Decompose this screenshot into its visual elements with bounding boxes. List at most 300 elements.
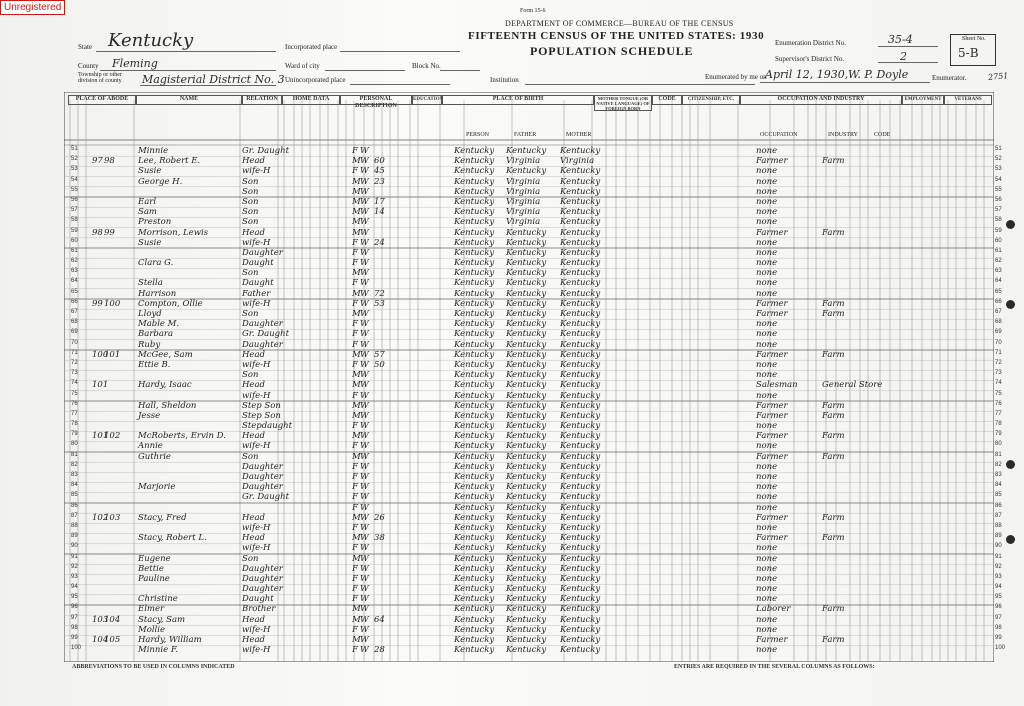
occupation: none: [756, 482, 778, 493]
industry: Farm: [822, 512, 845, 523]
birthplace-mother: Kentucky: [560, 482, 601, 493]
relationship: Step Son: [242, 410, 281, 421]
industry: Farm: [822, 451, 845, 462]
occupation: none: [756, 502, 778, 513]
table-row: [92, 238, 992, 248]
industry: Farm: [822, 227, 845, 238]
row-number: 96: [995, 604, 1002, 611]
birthplace-mother: Kentucky: [560, 461, 601, 472]
birthplace-father: Kentucky: [506, 146, 547, 156]
person-name: Minnie: [138, 146, 169, 156]
birthplace-mother: Kentucky: [560, 421, 601, 432]
race: W: [360, 380, 369, 391]
row-number: 86: [995, 502, 1002, 509]
sex: F: [352, 329, 358, 340]
row-number: 79: [995, 431, 1002, 438]
row-number: 94: [71, 584, 78, 591]
race: W: [360, 451, 369, 462]
birthplace-father: Kentucky: [506, 421, 547, 432]
race: W: [360, 298, 369, 309]
birthplace-father: Kentucky: [506, 604, 547, 615]
race: W: [360, 431, 369, 442]
table-row: [92, 177, 992, 187]
row-number: 88: [71, 522, 78, 529]
table-row: [92, 615, 992, 625]
dwelling-number: 101: [92, 380, 109, 391]
sheet-label: Sheet No.: [962, 36, 986, 42]
row-number: 72: [995, 359, 1002, 366]
birthplace-person: Kentucky: [454, 421, 495, 432]
relationship: Son: [242, 196, 259, 207]
punch-hole: [1006, 460, 1015, 469]
family-number: 101: [104, 349, 121, 360]
person-name: Barbara: [138, 329, 174, 340]
birthplace-father: Kentucky: [506, 512, 547, 523]
birthplace-father: Kentucky: [506, 635, 547, 645]
row-number: 77: [71, 410, 78, 417]
row-number: 99: [995, 635, 1002, 641]
person-name: Mable M.: [138, 319, 180, 330]
birthplace-father: Virginia: [506, 196, 541, 207]
table-row: [92, 584, 992, 594]
person-name: Sam: [138, 207, 157, 218]
col-group-citizenship: CITIZENSHIP, ETC.: [682, 95, 740, 105]
birthplace-father: Kentucky: [506, 288, 547, 299]
sex: M: [352, 635, 361, 645]
table-row: [92, 401, 992, 411]
birthplace-father: Kentucky: [506, 472, 547, 482]
row-number: 71: [995, 349, 1002, 356]
row-number: 90: [995, 543, 1002, 550]
age: 28: [374, 645, 385, 656]
table-row: [92, 625, 992, 635]
occupation: none: [756, 441, 778, 452]
birthplace-mother: Kentucky: [560, 584, 601, 595]
birthplace-person: Kentucky: [454, 217, 495, 228]
row-number: 82: [995, 461, 1002, 468]
birthplace-person: Kentucky: [454, 380, 495, 391]
row-number: 93: [995, 573, 1002, 580]
row-number: 97: [995, 614, 1002, 621]
occupation: Farmer: [756, 410, 788, 421]
race: W: [360, 196, 369, 207]
col-group-education: EDUCATION: [412, 95, 442, 105]
row-number: 57: [71, 207, 78, 214]
sex: F: [352, 573, 358, 584]
age: 14: [374, 207, 385, 218]
row-number: 53: [71, 166, 78, 173]
age: 57: [374, 349, 385, 360]
occupation: Salesman: [756, 380, 798, 391]
table-row: [92, 156, 992, 166]
birthplace-person: Kentucky: [454, 614, 495, 625]
row-number: 93: [71, 573, 78, 580]
age: 38: [374, 533, 385, 544]
sex: F: [352, 492, 358, 503]
sex: F: [352, 461, 358, 472]
occupation: Laborer: [756, 604, 791, 615]
birthplace-father: Kentucky: [506, 349, 547, 360]
sex: F: [352, 237, 358, 248]
sex: F: [352, 624, 358, 635]
row-number: 67: [71, 309, 78, 315]
birthplace-person: Kentucky: [454, 502, 495, 513]
birthplace-father: Kentucky: [506, 166, 547, 177]
person-name: Hall, Sheldon: [138, 400, 197, 411]
unincorporated-label: Unincorporated place: [285, 76, 346, 84]
sub-col-industry: INDUSTRY: [828, 132, 859, 138]
row-number: 60: [71, 237, 78, 244]
birthplace-father: Kentucky: [506, 431, 547, 442]
birthplace-mother: Kentucky: [560, 451, 601, 462]
census-title: FIFTEENTH CENSUS OF THE UNITED STATES: 1930: [468, 30, 765, 42]
birthplace-person: Kentucky: [454, 400, 495, 411]
sex: F: [352, 359, 358, 370]
col-group-employment: EMPLOYMENT: [902, 95, 944, 105]
occupation: none: [756, 237, 778, 248]
birthplace-mother: Kentucky: [560, 594, 601, 605]
race: W: [360, 584, 369, 595]
row-number: 100: [71, 645, 82, 652]
table-row: [92, 441, 992, 451]
birthplace-person: Kentucky: [454, 594, 495, 605]
sex: M: [352, 227, 361, 238]
birthplace-person: Kentucky: [454, 247, 495, 258]
row-number: 94: [995, 584, 1002, 591]
row-number: 89: [71, 533, 78, 540]
row-number: 92: [71, 563, 78, 570]
row-number: 56: [71, 196, 78, 203]
birthplace-father: Kentucky: [506, 573, 547, 584]
birthplace-father: Kentucky: [506, 410, 547, 421]
industry: Farm: [822, 604, 845, 615]
birthplace-person: Kentucky: [454, 482, 495, 493]
birthplace-person: Kentucky: [454, 461, 495, 472]
occupation: Farmer: [756, 431, 788, 442]
relationship: Daught: [242, 594, 274, 605]
relationship: Head: [242, 380, 265, 391]
person-name: George H.: [138, 176, 183, 187]
race: W: [360, 258, 369, 269]
row-number: 80: [995, 441, 1002, 448]
birthplace-mother: Kentucky: [560, 645, 601, 656]
race: W: [360, 166, 369, 177]
row-number: 96: [71, 604, 78, 611]
person-name: Elmer: [138, 604, 165, 615]
table-row: [92, 370, 992, 380]
relationship: Head: [242, 635, 265, 645]
relationship: Stepdaught: [242, 421, 293, 432]
birthplace-father: Kentucky: [506, 502, 547, 513]
row-number: 86: [71, 502, 78, 509]
relationship: Daughter: [242, 573, 283, 584]
race: W: [360, 390, 369, 401]
form-number: Form 15-6: [520, 8, 546, 14]
row-number: 88: [995, 522, 1002, 529]
birthplace-father: Kentucky: [506, 329, 547, 340]
race: W: [360, 604, 369, 615]
relationship: Daught: [242, 278, 274, 289]
race: W: [360, 176, 369, 187]
birthplace-mother: Kentucky: [560, 563, 601, 574]
age: 24: [374, 237, 385, 248]
sex: M: [352, 410, 361, 421]
row-number: 95: [995, 594, 1002, 601]
table-row: [92, 278, 992, 288]
birthplace-person: Kentucky: [454, 339, 495, 350]
county-value: Fleming: [112, 57, 158, 70]
relationship: Son: [242, 207, 259, 218]
enumeration-district-label: Enumeration District No.: [775, 39, 846, 47]
family-number: 98: [104, 156, 115, 167]
family-number: 99: [104, 227, 115, 238]
person-name: McRoberts, Ervin D.: [138, 431, 226, 442]
table-row: [92, 268, 992, 278]
age: 45: [374, 166, 385, 177]
birthplace-mother: Kentucky: [560, 380, 601, 391]
sex: F: [352, 339, 358, 350]
occupation: none: [756, 472, 778, 482]
person-name: Morrison, Lewis: [138, 227, 209, 238]
sex: M: [352, 380, 361, 391]
row-number: 70: [995, 339, 1002, 346]
sex: M: [352, 196, 361, 207]
birthplace-father: Kentucky: [506, 482, 547, 493]
col-group-place-of-birth: PLACE OF BIRTH: [442, 95, 594, 105]
row-number: 51: [71, 146, 78, 152]
birthplace-mother: Kentucky: [560, 410, 601, 421]
row-number: 54: [995, 176, 1002, 183]
birthplace-mother: Kentucky: [560, 635, 601, 645]
birthplace-person: Kentucky: [454, 441, 495, 452]
table-row: [92, 228, 992, 238]
birthplace-mother: Kentucky: [560, 196, 601, 207]
sheet-value: 5-B: [958, 46, 979, 60]
sex: M: [352, 349, 361, 360]
relationship: Brother: [242, 604, 276, 615]
table-row: [92, 462, 992, 472]
institution-label: Institution: [490, 76, 519, 84]
occupation: none: [756, 553, 778, 564]
race: W: [360, 421, 369, 432]
township-label: Township or other division of county: [78, 72, 122, 84]
relationship: wife-H: [242, 166, 271, 177]
race: W: [360, 349, 369, 360]
age: 64: [374, 614, 385, 625]
birthplace-mother: Kentucky: [560, 502, 601, 513]
family-number: 104: [104, 614, 121, 625]
industry: General Store: [822, 380, 883, 391]
relationship: Father: [242, 288, 271, 299]
occupation: Farmer: [756, 400, 788, 411]
row-number: 73: [995, 370, 1002, 377]
family-number: 105: [104, 635, 121, 645]
row-number: 64: [995, 278, 1002, 285]
occupation: none: [756, 461, 778, 472]
row-number: 100: [995, 645, 1006, 652]
sex: M: [352, 451, 361, 462]
enumerator-name: W. P. Doyle: [848, 68, 909, 81]
birthplace-mother: Kentucky: [560, 512, 601, 523]
occupation: Farmer: [756, 298, 788, 309]
birthplace-person: Kentucky: [454, 268, 495, 279]
occupation: Farmer: [756, 512, 788, 523]
row-number: 90: [71, 543, 78, 550]
sub-col-occupation: OCCUPATION: [760, 132, 798, 138]
row-number: 74: [995, 380, 1002, 387]
table-row: [92, 380, 992, 390]
birthplace-person: Kentucky: [454, 227, 495, 238]
table-row: [92, 299, 992, 309]
dwelling-number: 100: [92, 349, 109, 360]
birthplace-person: Kentucky: [454, 431, 495, 442]
birthplace-mother: Kentucky: [560, 146, 601, 156]
row-number: 68: [71, 319, 78, 326]
row-number: 55: [71, 186, 78, 193]
occupation: none: [756, 329, 778, 340]
sex: M: [352, 207, 361, 218]
table-row: [92, 421, 992, 431]
table-row: [92, 411, 992, 421]
row-numbers-left: [71, 146, 89, 655]
row-number: 84: [71, 482, 78, 489]
row-number: 68: [995, 319, 1002, 326]
relationship: Son: [242, 553, 259, 564]
birthplace-person: Kentucky: [454, 533, 495, 544]
row-number: 73: [71, 370, 78, 377]
person-name: Susie: [138, 166, 162, 177]
birthplace-mother: Kentucky: [560, 166, 601, 177]
industry: Farm: [822, 156, 845, 167]
person-name: Lloyd: [138, 309, 162, 319]
row-number: 78: [71, 421, 78, 428]
col-group-relation: RELATION: [242, 95, 282, 105]
col-group-occupation-industry: OCCUPATION AND INDUSTRY: [740, 95, 902, 105]
birthplace-father: Kentucky: [506, 400, 547, 411]
relationship: Head: [242, 349, 265, 360]
birthplace-person: Kentucky: [454, 186, 495, 197]
race: W: [360, 512, 369, 523]
occupation: Farmer: [756, 635, 788, 645]
race: W: [360, 339, 369, 350]
occupation: none: [756, 573, 778, 584]
sex: F: [352, 319, 358, 330]
birthplace-mother: Kentucky: [560, 258, 601, 269]
table-row: [92, 309, 992, 319]
row-number: 80: [71, 441, 78, 448]
supervisor-district-label: Supervisor's District No.: [775, 55, 845, 63]
sub-col-code: CODE: [874, 132, 891, 138]
sex: M: [352, 156, 361, 167]
person-name: Ettie B.: [138, 359, 171, 370]
row-number: 81: [995, 451, 1002, 458]
row-number: 77: [995, 410, 1002, 417]
row-number: 66: [995, 298, 1002, 305]
race: W: [360, 461, 369, 472]
col-group-code: CODE: [652, 95, 682, 105]
birthplace-person: Kentucky: [454, 563, 495, 574]
occupation: none: [756, 339, 778, 350]
race: W: [360, 410, 369, 421]
birthplace-mother: Kentucky: [560, 186, 601, 197]
birthplace-person: Kentucky: [454, 298, 495, 309]
enumerated-date: April 12, 1930,: [765, 68, 849, 81]
relationship: Son: [242, 217, 259, 228]
relationship: Step Son: [242, 400, 281, 411]
enumerator-suffix: Enumerator.: [932, 74, 967, 82]
sex: M: [352, 309, 361, 319]
sex: F: [352, 472, 358, 482]
state-value: Kentucky: [108, 30, 194, 51]
birthplace-father: Kentucky: [506, 298, 547, 309]
birthplace-father: Kentucky: [506, 533, 547, 544]
race: W: [360, 146, 369, 156]
birthplace-mother: Kentucky: [560, 390, 601, 401]
sub-col-person: PERSON: [466, 132, 490, 138]
birthplace-person: Kentucky: [454, 166, 495, 177]
occupation: none: [756, 166, 778, 177]
birthplace-father: Virginia: [506, 186, 541, 197]
relationship: Daughter: [242, 472, 283, 482]
birthplace-father: Kentucky: [506, 309, 547, 319]
occupation: none: [756, 247, 778, 258]
birthplace-person: Kentucky: [454, 645, 495, 656]
age: 53: [374, 298, 385, 309]
relationship: Daughter: [242, 339, 283, 350]
sex: F: [352, 522, 358, 533]
table-row: [92, 340, 992, 350]
relationship: Daughter: [242, 584, 283, 595]
table-row: [92, 391, 992, 401]
birthplace-mother: Kentucky: [560, 604, 601, 615]
occupation: none: [756, 370, 778, 381]
occupation: none: [756, 258, 778, 269]
department-title: DEPARTMENT OF COMMERCE—BUREAU OF THE CENSUS: [505, 19, 734, 28]
birthplace-father: Kentucky: [506, 563, 547, 574]
row-number: 59: [995, 227, 1002, 234]
supervisor-district-value: 2: [900, 50, 907, 63]
birthplace-person: Kentucky: [454, 451, 495, 462]
row-number: 83: [71, 472, 78, 478]
family-number: 103: [104, 512, 121, 523]
relationship: Daughter: [242, 247, 283, 258]
row-number: 65: [995, 288, 1002, 295]
relationship: Head: [242, 614, 265, 625]
person-name: McGee, Sam: [138, 349, 193, 360]
birthplace-person: Kentucky: [454, 319, 495, 330]
table-row: [92, 452, 992, 462]
birthplace-mother: Kentucky: [560, 522, 601, 533]
table-row: [92, 289, 992, 299]
person-name: Christine: [138, 594, 178, 605]
row-number: 85: [995, 492, 1002, 499]
birthplace-mother: Kentucky: [560, 553, 601, 564]
footer: [64, 664, 994, 704]
table-row: [92, 604, 992, 614]
table-row: [92, 217, 992, 227]
birthplace-father: Kentucky: [506, 278, 547, 289]
punch-hole: [1006, 220, 1015, 229]
page-stamp: 2751: [987, 70, 1009, 83]
sex: M: [352, 604, 361, 615]
relationship: wife-H: [242, 237, 271, 248]
birthplace-father: Virginia: [506, 217, 541, 228]
person-name: Stacy, Sam: [138, 614, 186, 625]
table-row: [92, 350, 992, 360]
birthplace-person: Kentucky: [454, 156, 495, 167]
relationship: Son: [242, 309, 259, 319]
row-number: 82: [71, 461, 78, 468]
